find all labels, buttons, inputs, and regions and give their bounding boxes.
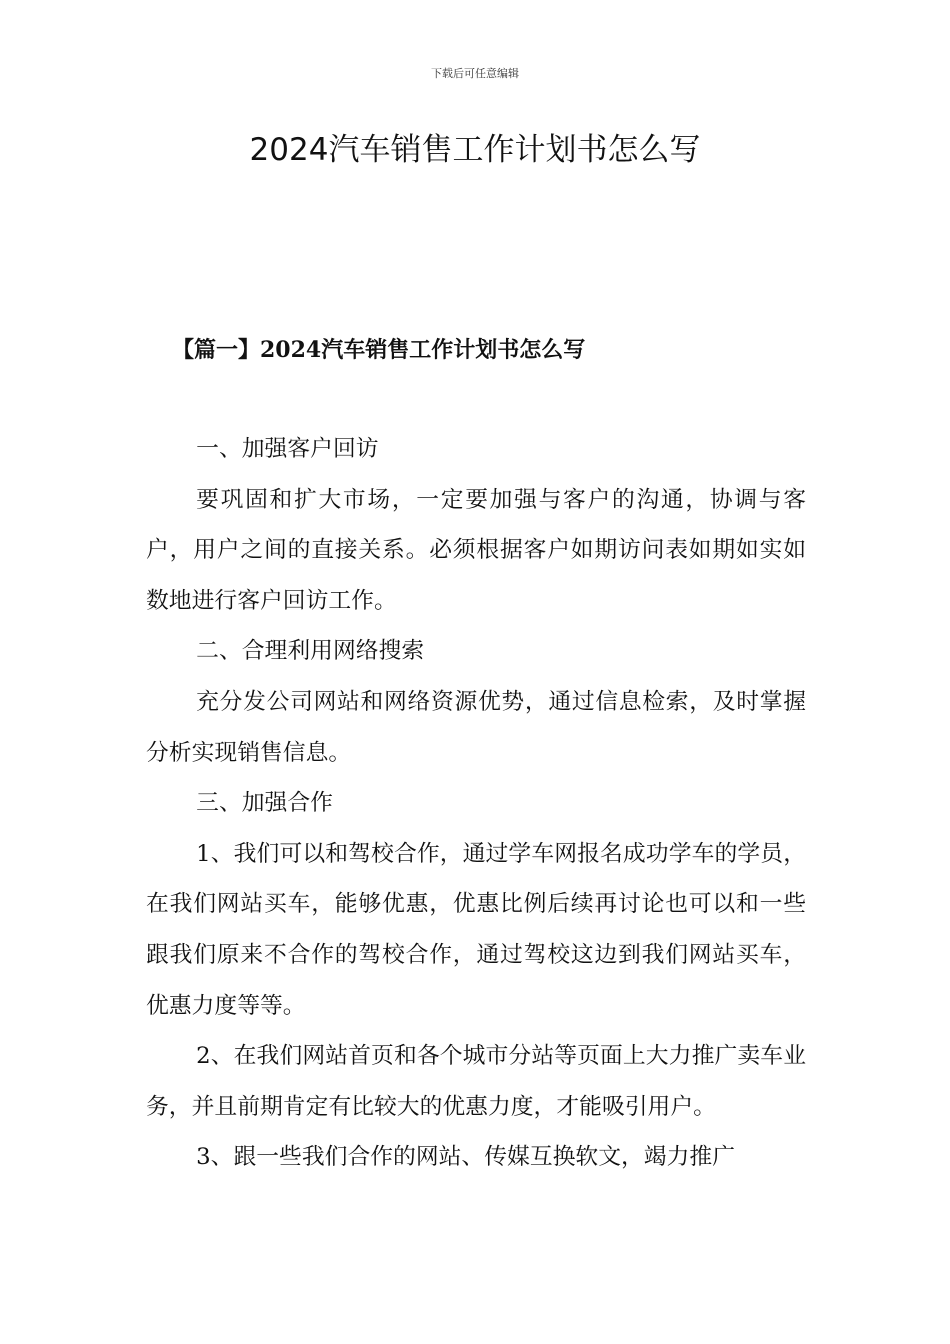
- page-header-note: 下载后可任意编辑: [431, 67, 519, 80]
- paragraph-network-search: 充分发公司网站和网络资源优势，通过信息检索，及时掌握分析实现销售信息。: [146, 688, 806, 766]
- paragraph-cooperation-3: 3、跟一些我们合作的网站、传媒互换软文，竭力推广: [196, 1144, 735, 1171]
- heading-network-search: 二、合理利用网络搜索: [196, 638, 425, 665]
- heading-customer-visits: 一、加强客户回访: [196, 436, 379, 462]
- heading-cooperation: 三、加强合作: [196, 790, 333, 817]
- paragraph-cooperation-1: 1、我们可以和驾校合作，通过学车网报名成功学车的学员，在我们网站买车，能够优惠，优惠比例后续再讨论也可以和一些跟我们原来不合作的驾校合作，通过驾校这边到我们网站买车，优惠力度等等。: [146, 840, 806, 1019]
- document-body: [146, 424, 806, 1183]
- section-heading: 【篇一】2024汽车销售工作计划书怎么写: [172, 337, 586, 363]
- paragraph-cooperation-2: 2、在我们网站首页和各个城市分站等页面上大力推广卖车业务，并且前期肯定有比较大的优惠力度，才能吸引用户。: [146, 1043, 806, 1120]
- document-title: 2024汽车销售工作计划书怎么写: [249, 132, 701, 168]
- paragraph-customer-visits: 要巩固和扩大市场，一定要加强与客户的沟通，协调与客户，用户之间的直接关系。必须根据客户如期访问表如期如实如数地进行客户回访工作。: [146, 486, 806, 614]
